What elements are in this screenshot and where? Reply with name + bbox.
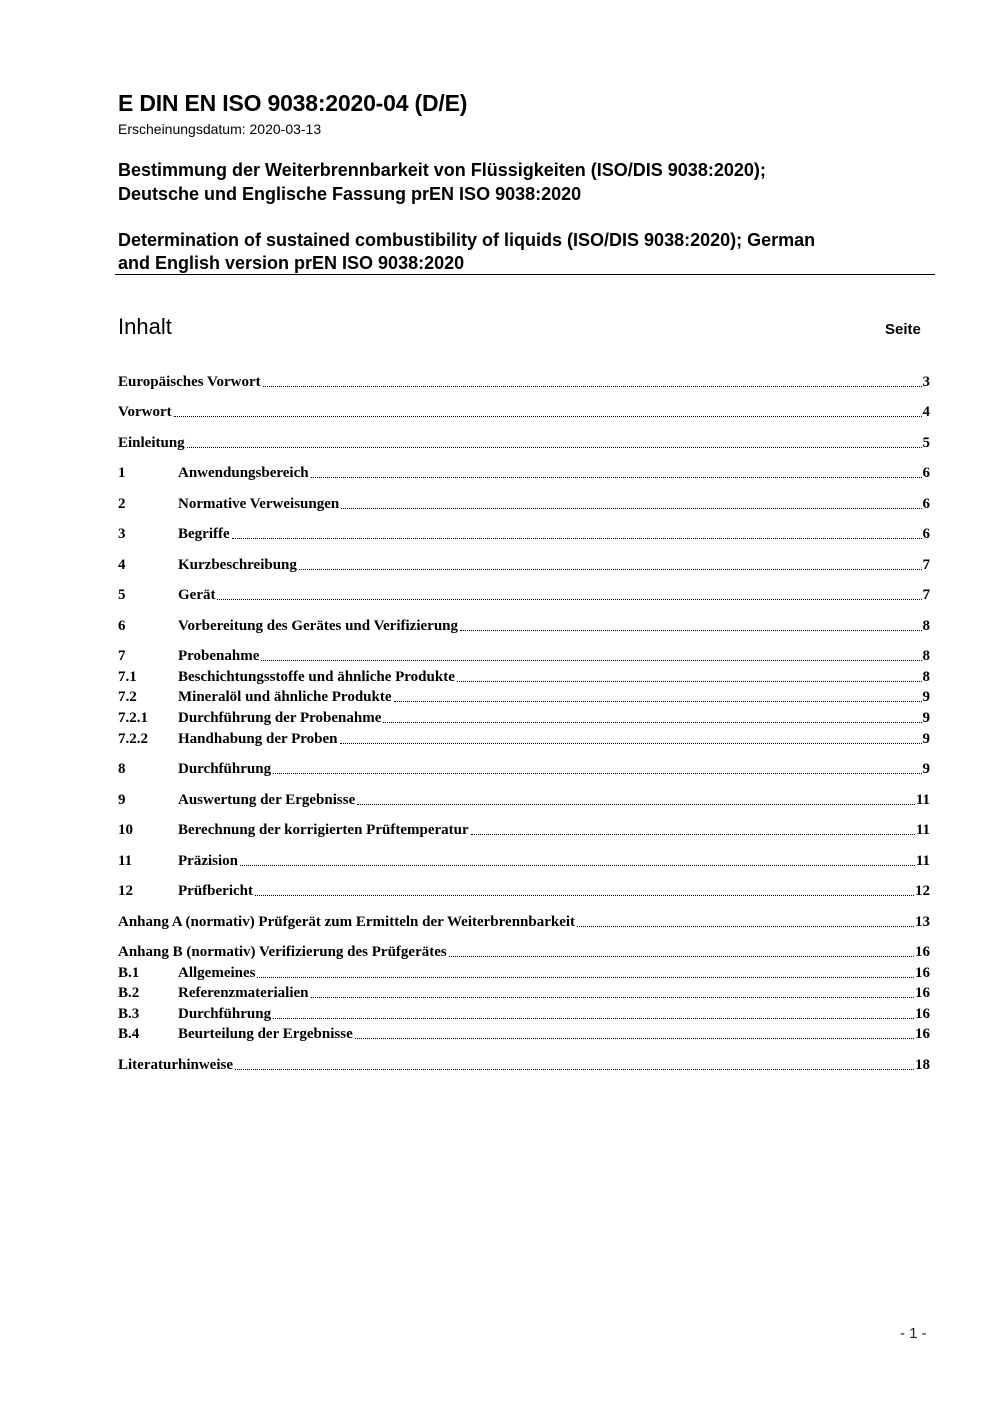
toc-entry-number: 9 [118,792,126,808]
toc-dot-leader [299,569,922,570]
toc-dot-leader [232,538,922,539]
toc-entry-number: 7.2.1 [118,710,148,726]
toc-entry-page: 3 [922,374,930,390]
toc-entry-title: Durchführung [178,1006,272,1022]
title-divider [115,274,935,275]
toc-entry-page: 9 [922,731,930,747]
toc-dot-leader [257,977,914,978]
toc-dot-leader [457,681,922,682]
toc-entry-page: 11 [915,792,930,808]
toc-entry[interactable] [118,759,930,779]
toc-entry-number: 8 [118,761,126,777]
toc-entry-page: 12 [915,883,930,899]
toc-entry-title: Beurteilung der Ergebnisse [178,1026,353,1042]
toc-entry-title: Einleitung [118,435,185,451]
toc-entry[interactable] [118,820,930,840]
toc-entry[interactable] [118,616,930,636]
title-english-line-2: and English version prEN ISO 9038:2020 [118,253,465,273]
toc-entry-title: Durchführung [178,761,272,777]
toc-dot-leader [577,926,914,927]
toc-dot-leader [255,895,914,896]
toc-entry-title: Anwendungsbereich [178,465,309,481]
toc-entry-title: Europäisches Vorwort [118,374,261,390]
toc-dot-leader [394,701,922,702]
toc-dot-leader [355,1038,914,1039]
toc-entry-page: 18 [915,1057,930,1073]
toc-entry[interactable] [118,708,930,728]
toc-dot-leader [174,416,922,417]
toc-entry-page: 16 [915,944,930,960]
toc-dot-leader [460,630,922,631]
toc-dot-leader [273,773,921,774]
toc-entry[interactable] [118,667,930,687]
toc-dot-leader [449,956,914,957]
toc-entry-page: 11 [915,853,930,869]
toc-entry-number: 2 [118,496,126,512]
toc-entry[interactable] [118,524,930,544]
toc-entry-title: Anhang A (normativ) Prüfgerät zum Ermitteln der Weiterbrennbarkeit [118,914,576,930]
title-german-line-2: Deutsche und Englische Fassung prEN ISO 9038:2020 [118,184,582,204]
toc-entry-title: Handhabung der Proben [178,731,338,747]
toc-entry[interactable] [118,942,930,962]
toc-entry[interactable] [118,494,930,514]
toc-entry-title: Kurzbeschreibung [178,557,297,573]
toc-dot-leader [263,386,922,387]
toc-entry-number: B.2 [118,985,140,1001]
toc-entry[interactable] [118,433,930,453]
toc-entry[interactable] [118,585,930,605]
toc-entry-title: Begriffe [178,526,230,542]
toc-entry-page: 8 [922,669,930,685]
document-code: E DIN EN ISO 9038:2020-04 (D/E) [118,90,468,116]
toc-entry-number: 5 [118,587,126,603]
toc-dot-leader [187,447,922,448]
toc-entry[interactable] [118,790,930,810]
toc-heading: Inhalt [118,314,172,339]
toc-dot-leader [217,599,921,600]
toc-entry[interactable] [118,402,930,422]
toc-entry-number: 6 [118,618,126,634]
toc-entry-title: Mineralöl und ähnliche Produkte [178,689,392,705]
toc-entry-number: B.1 [118,965,140,981]
toc-entry-number: 12 [118,883,133,899]
toc-entry-page: 9 [922,689,930,705]
toc-entry[interactable] [118,729,930,749]
toc-dot-leader [340,743,922,744]
toc-dot-leader [383,722,921,723]
toc-entry-number: 1 [118,465,126,481]
toc-entry-number: 7.1 [118,669,137,685]
toc-entry-title: Referenzmaterialien [178,985,309,1001]
toc-entry[interactable] [118,983,930,1003]
toc-entry-number: 7 [118,648,126,664]
toc-entry-page: 8 [922,648,930,664]
page-number: - 1 - [900,1325,927,1342]
toc-entry-title: Präzision [178,853,238,869]
toc-entry-number: 11 [118,853,133,869]
toc-entry-title: Probenahme [178,648,260,664]
toc-entry[interactable] [118,646,930,666]
toc-dot-leader [261,660,921,661]
toc-entry-title: Durchführung der Probenahme [178,710,382,726]
toc-entry-page: 13 [915,914,930,930]
toc-entry-page: 16 [915,985,930,1001]
toc-entry[interactable] [118,912,930,932]
toc-dot-leader [240,865,915,866]
toc-dot-leader [311,477,922,478]
title-english-line-1: Determination of sustained combustibility of liquids (ISO/DIS 9038:2020); German [118,230,816,250]
toc-entry[interactable] [118,555,930,575]
toc-entry-title: Vorwort [118,404,172,420]
toc-entry-number: 3 [118,526,126,542]
toc-entry-title: Beschichtungsstoffe und ähnliche Produkte [178,669,455,685]
toc-entry-number: 4 [118,557,126,573]
toc-dot-leader [311,997,915,998]
toc-entry-page: 5 [922,435,930,451]
toc-entry-number: B.3 [118,1006,140,1022]
toc-dot-leader [235,1069,914,1070]
toc-dot-leader [341,508,921,509]
toc-entry[interactable] [118,463,930,483]
toc-entry-title: Normative Verweisungen [178,496,340,512]
toc-entry-page: 7 [922,587,930,603]
toc-entry[interactable] [118,1004,930,1024]
toc-entry-number: 7.2.2 [118,731,148,747]
toc-entry-page: 9 [922,710,930,726]
toc-entry-page: 16 [915,965,930,981]
toc-entry-page: 16 [915,1006,930,1022]
toc-entry-title: Auswertung der Ergebnisse [178,792,356,808]
toc-entry-page: 16 [915,1026,930,1042]
toc-dot-leader [357,804,915,805]
toc-entry-page: 9 [922,761,930,777]
toc-entry-title: Vorbereitung des Gerätes und Verifizierung [178,618,458,634]
toc-entry-page: 8 [922,618,930,634]
toc-entry-title: Literaturhinweise [118,1057,233,1073]
toc-entry-title: Allgemeines [178,965,256,981]
toc-entry-page: 6 [922,526,930,542]
toc-entry-page: 6 [922,465,930,481]
toc-entry[interactable] [118,851,930,871]
toc-dot-leader [471,834,915,835]
toc-entry-page: 4 [922,404,930,420]
toc-dot-leader [273,1018,914,1019]
toc-entry[interactable] [118,881,930,901]
toc-entry[interactable] [118,1055,930,1075]
toc-entry[interactable] [118,687,930,707]
toc-entry-number: 10 [118,822,133,838]
toc-entry-title: Berechnung der korrigierten Prüftemperatur [178,822,469,838]
title-german-line-1: Bestimmung der Weiterbrennbarkeit von Flüssigkeiten (ISO/DIS 9038:2020); [118,160,766,180]
toc-entry-page: 7 [922,557,930,573]
toc-entry-number: B.4 [118,1026,140,1042]
toc-entry[interactable] [118,372,930,392]
publication-date: Erscheinungsdatum: 2020-03-13 [118,121,322,137]
toc-entry-title: Prüfbericht [178,883,253,899]
toc-page-column-label: Seite [885,321,921,338]
toc-entry-number: 7.2 [118,689,137,705]
toc-entry-title: Gerät [178,587,216,603]
toc-entry-title: Anhang B (normativ) Verifizierung des Prüfgerätes [118,944,447,960]
toc-entry[interactable] [118,963,930,983]
toc-entry[interactable] [118,1024,930,1044]
toc-entry-page: 11 [915,822,930,838]
toc-entry-page: 6 [922,496,930,512]
